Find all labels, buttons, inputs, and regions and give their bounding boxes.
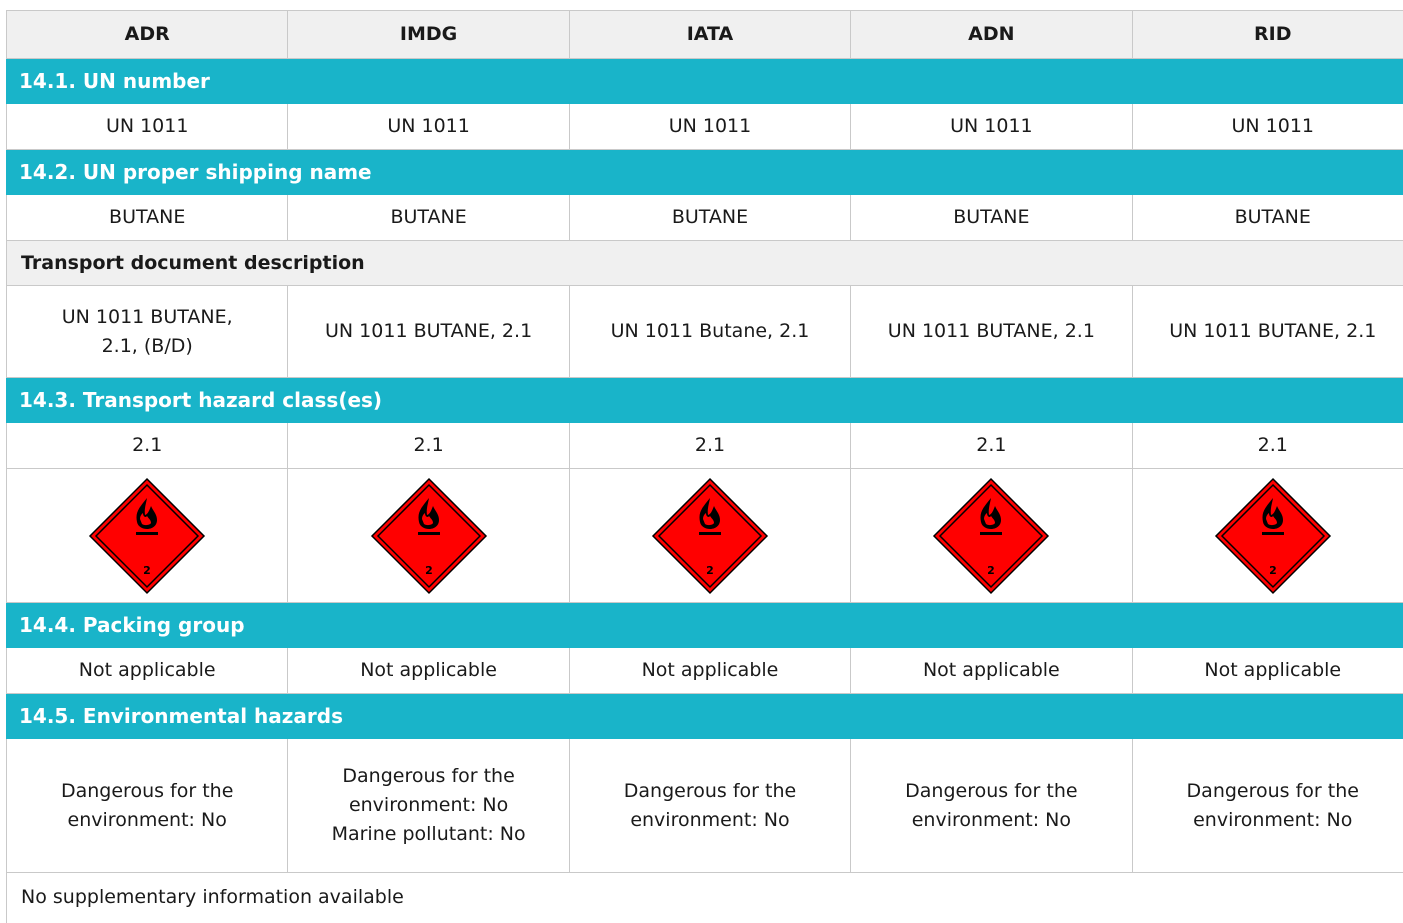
flammable-gas-placard-icon bbox=[288, 476, 568, 596]
placard-number: 2 bbox=[425, 564, 433, 577]
env-line: environment: No bbox=[288, 791, 568, 820]
table-row bbox=[7, 739, 1403, 873]
section-environmental bbox=[7, 694, 1403, 739]
placard-cell-iata bbox=[569, 469, 850, 603]
flammable-gas-placard-icon bbox=[7, 476, 287, 596]
hazard-class-rid: 2.1 bbox=[1132, 423, 1403, 469]
transport-doc-adr-text: UN 1011 BUTANE, 2.1, (B/D) bbox=[47, 303, 247, 361]
placard-svg bbox=[369, 476, 489, 596]
footer-row bbox=[7, 873, 1403, 923]
supplementary-note: No supplementary information available bbox=[7, 873, 1403, 923]
placard-number: 2 bbox=[706, 564, 714, 577]
table-row bbox=[7, 423, 1403, 469]
subsection-title: Transport document description bbox=[7, 241, 1403, 286]
proper-name-adr: BUTANE bbox=[7, 195, 288, 241]
environmental-imdg bbox=[288, 739, 569, 873]
env-line: Dangerous for the bbox=[570, 777, 850, 806]
packing-group-rid: Not applicable bbox=[1132, 648, 1403, 694]
proper-name-adn: BUTANE bbox=[851, 195, 1132, 241]
environmental-adn bbox=[851, 739, 1132, 873]
transport-doc-imdg: UN 1011 BUTANE, 2.1 bbox=[288, 286, 569, 378]
section-title: 14.3. Transport hazard class(es) bbox=[7, 378, 1403, 423]
table-header-row bbox=[7, 11, 1403, 59]
column-header-iata: IATA bbox=[569, 11, 850, 59]
flammable-gas-placard-icon bbox=[1133, 476, 1403, 596]
column-header-rid: RID bbox=[1132, 11, 1403, 59]
packing-group-adr: Not applicable bbox=[7, 648, 288, 694]
section-hazard-class bbox=[7, 378, 1403, 423]
placard-cell-adr bbox=[7, 469, 288, 603]
transport-doc-adn: UN 1011 BUTANE, 2.1 bbox=[851, 286, 1132, 378]
env-line: environment: No bbox=[851, 806, 1131, 835]
environmental-adr bbox=[7, 739, 288, 873]
transport-info-table bbox=[6, 10, 1403, 923]
table-row bbox=[7, 195, 1403, 241]
env-line: environment: No bbox=[1133, 806, 1403, 835]
proper-name-rid: BUTANE bbox=[1132, 195, 1403, 241]
table-row bbox=[7, 648, 1403, 694]
placard-cell-adn bbox=[851, 469, 1132, 603]
env-line: Dangerous for the bbox=[1133, 777, 1403, 806]
transport-info-table-container bbox=[6, 10, 1403, 910]
placard-svg bbox=[650, 476, 770, 596]
hazard-class-iata: 2.1 bbox=[569, 423, 850, 469]
placard-cell-rid bbox=[1132, 469, 1403, 603]
table-row bbox=[7, 104, 1403, 150]
proper-name-iata: BUTANE bbox=[569, 195, 850, 241]
section-title: 14.5. Environmental hazards bbox=[7, 694, 1403, 739]
section-title: 14.1. UN number bbox=[7, 59, 1403, 104]
placard-svg bbox=[87, 476, 207, 596]
placard-number: 2 bbox=[988, 564, 996, 577]
transport-doc-rid: UN 1011 BUTANE, 2.1 bbox=[1132, 286, 1403, 378]
packing-group-imdg: Not applicable bbox=[288, 648, 569, 694]
hazard-class-adn: 2.1 bbox=[851, 423, 1132, 469]
placard-cell-imdg bbox=[288, 469, 569, 603]
column-header-adr: ADR bbox=[7, 11, 288, 59]
section-title: 14.2. UN proper shipping name bbox=[7, 150, 1403, 195]
section-proper-name bbox=[7, 150, 1403, 195]
section-title: 14.4. Packing group bbox=[7, 603, 1403, 648]
env-line: Dangerous for the bbox=[7, 777, 287, 806]
env-line: environment: No bbox=[7, 806, 287, 835]
placard-row bbox=[7, 469, 1403, 603]
placard-svg bbox=[931, 476, 1051, 596]
un-number-rid: UN 1011 bbox=[1132, 104, 1403, 150]
column-header-adn: ADN bbox=[851, 11, 1132, 59]
un-number-adr: UN 1011 bbox=[7, 104, 288, 150]
environmental-rid bbox=[1132, 739, 1403, 873]
env-line: Dangerous for the bbox=[288, 762, 568, 791]
placard-number: 2 bbox=[1269, 564, 1277, 577]
table-row bbox=[7, 286, 1403, 378]
proper-name-imdg: BUTANE bbox=[288, 195, 569, 241]
flammable-gas-placard-icon bbox=[851, 476, 1131, 596]
column-header-imdg: IMDG bbox=[288, 11, 569, 59]
packing-group-iata: Not applicable bbox=[569, 648, 850, 694]
placard-svg bbox=[1213, 476, 1333, 596]
env-line: environment: No bbox=[570, 806, 850, 835]
hazard-class-adr: 2.1 bbox=[7, 423, 288, 469]
flammable-gas-placard-icon bbox=[570, 476, 850, 596]
transport-doc-adr bbox=[7, 286, 288, 378]
un-number-adn: UN 1011 bbox=[851, 104, 1132, 150]
un-number-imdg: UN 1011 bbox=[288, 104, 569, 150]
subsection-transport-doc bbox=[7, 241, 1403, 286]
un-number-iata: UN 1011 bbox=[569, 104, 850, 150]
transport-doc-iata: UN 1011 Butane, 2.1 bbox=[569, 286, 850, 378]
placard-number: 2 bbox=[143, 564, 151, 577]
environmental-iata bbox=[569, 739, 850, 873]
env-line: Dangerous for the bbox=[851, 777, 1131, 806]
section-un-number bbox=[7, 59, 1403, 104]
section-packing-group bbox=[7, 603, 1403, 648]
hazard-class-imdg: 2.1 bbox=[288, 423, 569, 469]
packing-group-adn: Not applicable bbox=[851, 648, 1132, 694]
env-line: Marine pollutant: No bbox=[288, 820, 568, 849]
